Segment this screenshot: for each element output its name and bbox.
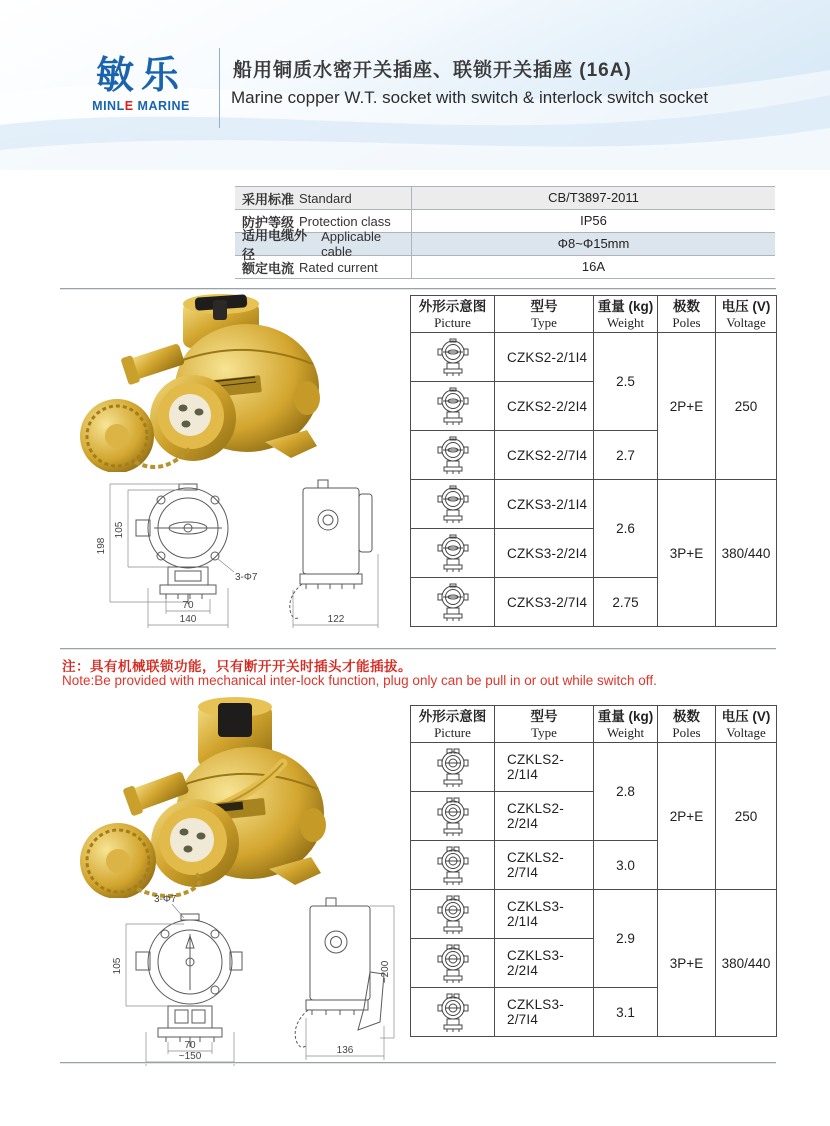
svg-text:105: 105	[112, 957, 123, 975]
spec-row-standard	[235, 187, 775, 210]
model-type: CZKS3-2/2I4	[495, 529, 594, 578]
logo-english-part: MINL	[92, 99, 125, 113]
weight-value: 2.5	[594, 333, 658, 431]
note-english: Note:Be provided with mechanical inter-lock function, plug only can be pull in or out while switch off.	[62, 673, 657, 688]
model-type: CZKS2-2/7I4	[495, 431, 594, 480]
spec-label-zh: 额定电流	[242, 260, 295, 276]
table-row	[411, 333, 777, 382]
svg-text:70: 70	[184, 1040, 196, 1051]
poles-value: 2P+E	[658, 743, 716, 890]
col-header-picture: 外形示意图 Picture	[411, 296, 495, 333]
socket-pictogram	[411, 939, 495, 988]
product-table-switch-socket	[410, 295, 777, 627]
svg-text:136: 136	[336, 1045, 354, 1056]
spec-table	[235, 186, 775, 279]
spec-label-en: Applicable cable	[321, 229, 382, 259]
socket-pictogram	[411, 578, 495, 627]
weight-value: 3.0	[594, 841, 658, 890]
weight-value: 2.8	[594, 743, 658, 841]
svg-text:105: 105	[114, 521, 125, 539]
spec-label-zh: 防护等级	[242, 214, 295, 230]
page-title-english: Marine copper W.T. socket with switch & interlock switch socket	[231, 88, 709, 107]
spec-value: Φ8~Φ15mm	[557, 236, 630, 251]
model-type: CZKLS3-2/7I4	[495, 988, 594, 1037]
page-title-chinese: 船用铜质水密开关插座、联锁开关插座 (16A)	[233, 60, 632, 81]
voltage-value: 380/440	[716, 480, 777, 627]
product-photo-switch-socket	[55, 290, 390, 472]
weight-value: 3.1	[594, 988, 658, 1037]
socket-pictogram	[411, 988, 495, 1037]
spec-value: CB/T3897-2011	[548, 190, 639, 205]
voltage-value: 250	[716, 333, 777, 480]
spec-label-en: Rated current	[299, 259, 378, 275]
model-type: CZKS3-2/1I4	[495, 480, 594, 529]
col-header-voltage: 电压 (V) Voltage	[716, 706, 777, 743]
weight-value: 2.6	[594, 480, 658, 578]
svg-text:140: 140	[179, 614, 197, 625]
col-header-type: 型号 Type	[495, 296, 594, 333]
weight-value: 2.9	[594, 890, 658, 988]
product-table-interlock-socket	[410, 705, 777, 1037]
table-header-row	[411, 296, 777, 333]
socket-pictogram	[411, 382, 495, 431]
svg-text:70: 70	[182, 600, 194, 611]
svg-text:3-Φ7: 3-Φ7	[235, 572, 258, 583]
col-header-weight: 重量 (kg) Weight	[594, 706, 658, 743]
table-row	[411, 480, 777, 529]
socket-pictogram	[411, 890, 495, 939]
bottom-divider	[60, 1062, 776, 1064]
page-header	[0, 0, 830, 170]
spec-label	[235, 187, 412, 209]
model-type: CZKS2-2/2I4	[495, 382, 594, 431]
model-type: CZKLS2-2/2I4	[495, 792, 594, 841]
col-header-type: 型号 Type	[495, 706, 594, 743]
spec-label-zh: 适用电缆外径	[242, 228, 308, 262]
socket-pictogram	[411, 841, 495, 890]
col-header-poles: 极数 Poles	[658, 296, 716, 333]
col-header-voltage: 电压 (V) Voltage	[716, 296, 777, 333]
logo-english	[76, 99, 206, 113]
logo-english-part: MARINE	[133, 99, 190, 113]
product-photo-interlock-socket	[55, 693, 390, 898]
socket-pictogram	[411, 792, 495, 841]
spec-row-current	[235, 256, 775, 279]
company-logo	[76, 56, 206, 113]
table-row	[411, 890, 777, 939]
poles-value: 2P+E	[658, 333, 716, 480]
spec-value: IP56	[580, 213, 607, 228]
svg-text:~200: ~200	[380, 960, 391, 984]
dimension-drawing-switch-socket	[88, 468, 400, 636]
voltage-value: 250	[716, 743, 777, 890]
svg-text:198: 198	[96, 537, 107, 555]
note-chinese: 注：具有机械联锁功能，只有断开开关时插头才能插拔。	[62, 659, 412, 674]
model-type: CZKLS3-2/1I4	[495, 890, 594, 939]
socket-pictogram	[411, 529, 495, 578]
svg-text:3-Φ7: 3-Φ7	[154, 894, 177, 905]
col-header-poles: 极数 Poles	[658, 706, 716, 743]
socket-pictogram	[411, 333, 495, 382]
model-type: CZKS2-2/1I4	[495, 333, 594, 382]
weight-value: 2.75	[594, 578, 658, 627]
socket-pictogram	[411, 480, 495, 529]
header-vertical-divider	[219, 48, 220, 128]
poles-value: 3P+E	[658, 480, 716, 627]
model-type: CZKS3-2/7I4	[495, 578, 594, 627]
model-type: CZKLS2-2/7I4	[495, 841, 594, 890]
spec-value: 16A	[581, 259, 606, 274]
spec-row-cable	[235, 228, 775, 262]
table-row	[411, 743, 777, 792]
spec-label-zh: 采用标准	[242, 191, 295, 207]
socket-pictogram	[411, 743, 495, 792]
dimension-drawing-interlock-socket	[88, 890, 408, 1066]
section-divider	[60, 648, 776, 650]
table-header-row	[411, 706, 777, 743]
svg-text:~150: ~150	[178, 1051, 202, 1062]
spec-label-en: Protection class	[299, 213, 391, 229]
col-header-picture: 外形示意图 Picture	[411, 706, 495, 743]
svg-text:122: 122	[327, 614, 345, 625]
spec-label	[235, 228, 412, 262]
socket-pictogram	[411, 431, 495, 480]
spec-label-en: Standard	[299, 190, 352, 206]
voltage-value: 380/440	[716, 890, 777, 1037]
logo-chinese: 敏乐	[95, 55, 186, 97]
col-header-weight: 重量 (kg) Weight	[594, 296, 658, 333]
model-type: CZKLS2-2/1I4	[495, 743, 594, 792]
model-type: CZKLS3-2/2I4	[495, 939, 594, 988]
logo-english-red-letter: E	[124, 99, 134, 113]
weight-value: 2.7	[594, 431, 658, 480]
spec-label	[235, 256, 412, 278]
poles-value: 3P+E	[658, 890, 716, 1037]
